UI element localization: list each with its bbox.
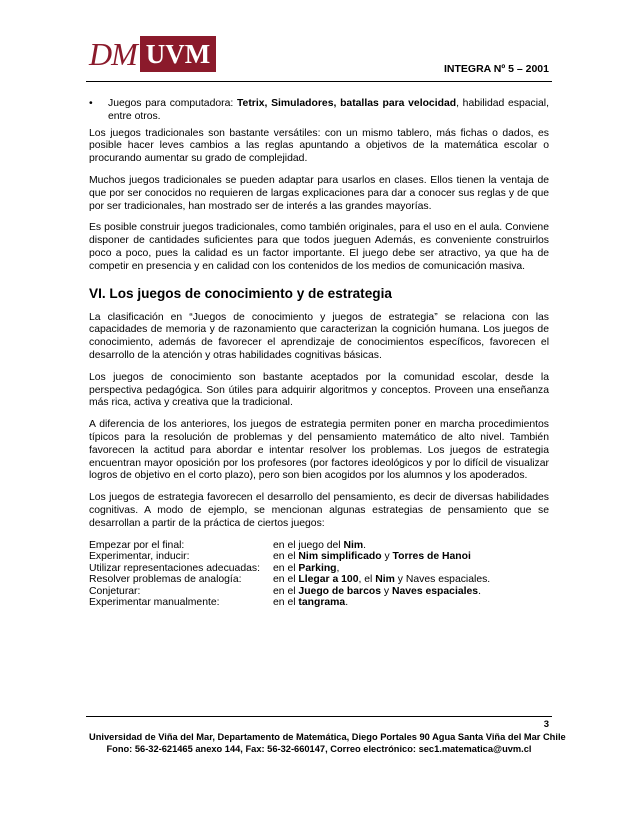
paragraph: La clasificación en “Juegos de conocimiento y juegos de estrategia” se relaciona con las capacidades de memoria y de razonamiento que caracterizan la cognición humana. Los juegos de conocimiento, además de favorecer el aprendizaje de conocimientos específicos, favorecen el desarrollo de la atención y otras habilidades cognitivas básicas. (89, 311, 549, 361)
section-title: VI. Los juegos de conocimiento y de estrategia (89, 285, 392, 301)
footer-divider (86, 716, 552, 717)
strategy-row: Resolver problemas de analogía: en el Llegar a 100, el Nim y Naves espaciales. (89, 574, 491, 586)
strategy-row: Utilizar representaciones adecuadas: en el Parking, (89, 562, 340, 574)
strategy-list (89, 540, 549, 609)
paragraph: Los juegos de estrategia favorecen el desarrollo del pensamiento, es decir de diversas habilidades cognitivas. A modo de ejemplo, se mencionan algunas estrategias de pensamiento que se desarrollan a partir de la práctica de ciertos juegos: (89, 492, 549, 529)
logo-dm: DM (89, 36, 137, 72)
strategy-row: Experimentar, inducir: en el Nim simplificado y Torres de Hanoi (89, 551, 471, 563)
list-item: • Juegos para computadora: Tetrix, Simuladores, batallas para velocidad, habilidad espacial, entre otros. (89, 98, 549, 124)
page-number: 3 (543, 719, 549, 730)
university-logo (89, 36, 216, 72)
paragraph: A diferencia de los anteriores, los juegos de estrategia permiten poner en marcha procedimientos típicos para la resolución de problemas y del pensamiento matemático de alto nivel. También favorecen la actitud para abordar e intentar resolver los problemas. Los juegos de estrategia encuentran mayor oposición por los profesores (por factores ideológicos y por lo difícil de visualizar logros de objetivo en el corto plazo), pero son bien acogidos por los alumnos y los apoderados. (89, 419, 549, 482)
strategy-row: Experimentar manualmente: en el tangrama. (89, 597, 349, 609)
page-content (89, 98, 549, 609)
bullet-list (89, 98, 549, 124)
footer-address: Universidad de Viña del Mar, Departamento de Matemática, Diego Portales 90 Agua Santa Viña del Mar Chile (89, 732, 566, 742)
logo-uvm: UVM (140, 36, 216, 72)
header-divider (86, 81, 552, 82)
paragraph: Muchos juegos tradicionales se pueden adaptar para usarlos en clases. Ellos tienen la ventaja de que por ser conocidos no requieren de largas explicaciones para dar a conocer sus reglas y de que por ser tradicionales, han mostrado ser de interés a las grandes mayorías. (89, 174, 549, 212)
strategy-row: Conjeturar: en el Juego de barcos y Naves espaciales. (89, 585, 481, 597)
issue-header: INTEGRA Nº 5 – 2001 (444, 63, 549, 75)
paragraph: Es posible construir juegos tradicionales, como también originales, para el uso en el aula. Conviene disponer de cantidades suficientes para que todos jueguen Además, es conveniente construirlos poco a poco, pues la calidad es un factor importante. El juego debe ser atractivo, ya que ha de competir en presencia y en calidad con los contenidos de los medios de comunicación masiva. (89, 222, 549, 272)
paragraph: Los juegos de conocimiento son bastante aceptados por la comunidad escolar, desde la perspectiva pedagógica. Son útiles para adquirir algoritmos y conceptos. Proveen una enseñanza más rica, activa y creativa que la tradicional. (89, 371, 549, 409)
footer-contact: Fono: 56-32-621465 anexo 144, Fax: 56-32-660147, Correo electrónico: sec1.matematica@uvm.cl (106, 744, 532, 754)
paragraph: Los juegos tradicionales son bastante versátiles: con un mismo tablero, más fichas o dados, es posible hacer leves cambios a las reglas apuntando a objetivos de la matemática escolar o procurando aumentar su grado de complejidad. (89, 127, 549, 165)
strategy-row: Empezar por el final: en el juego del Nim. (89, 539, 367, 551)
